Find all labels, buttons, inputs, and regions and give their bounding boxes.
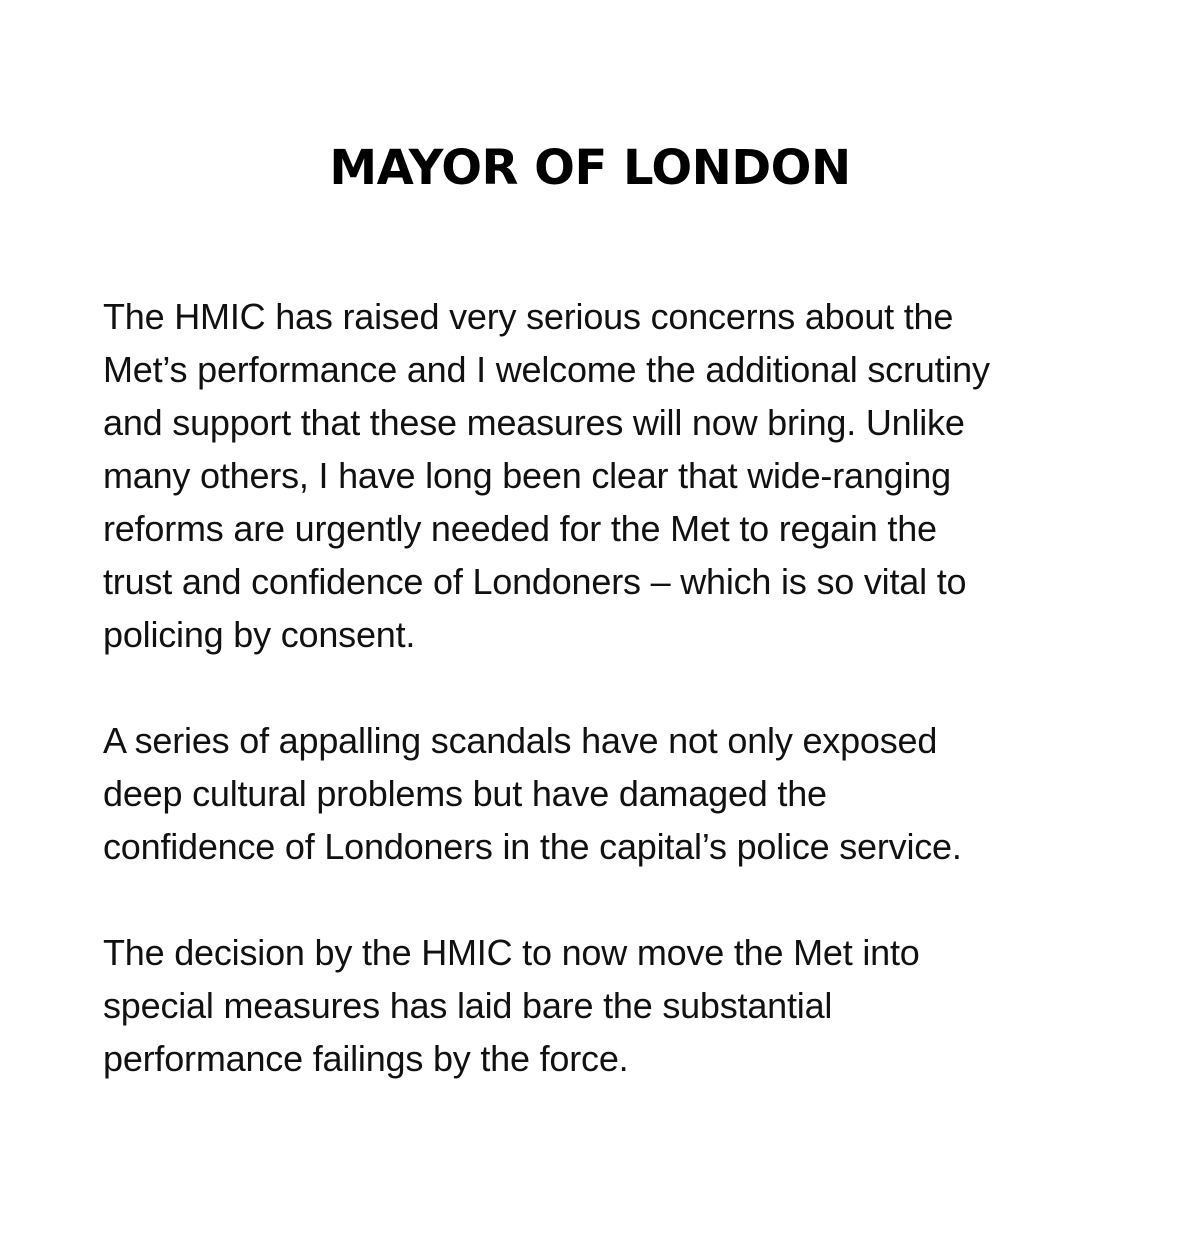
paragraph-line: deep cultural problems but have damaged the	[103, 773, 827, 814]
paragraph-line: policing by consent.	[103, 614, 416, 655]
paragraph-line: and support that these measures will now bring. Unlike	[103, 402, 965, 443]
paragraph-line: A series of appalling scandals have not only exposed	[103, 720, 938, 761]
statement-body	[103, 290, 1093, 1138]
paragraph-line: many others, I have long been clear that wide-ranging	[103, 455, 951, 496]
paragraph-line: trust and confidence of Londoners – which is so vital to	[103, 561, 967, 602]
paragraph-line: special measures has laid bare the substantial	[103, 985, 833, 1026]
paragraph-3	[103, 926, 1093, 1085]
paragraph-2	[103, 714, 1093, 873]
paragraph-line: confidence of Londoners in the capital’s police service.	[103, 826, 962, 867]
paragraph-line: Met’s performance and I welcome the additional scrutiny	[103, 349, 990, 390]
mayor-of-london-logo: MAYOR OF LONDON	[329, 140, 851, 196]
paragraph-1	[103, 290, 1093, 661]
paragraph-line: reforms are urgently needed for the Met to regain the	[103, 508, 937, 549]
paragraph-line: performance failings by the force.	[103, 1038, 629, 1079]
paragraph-line: The decision by the HMIC to now move the Met into	[103, 932, 920, 973]
paragraph-line: The HMIC has raised very serious concerns about the	[103, 296, 954, 337]
